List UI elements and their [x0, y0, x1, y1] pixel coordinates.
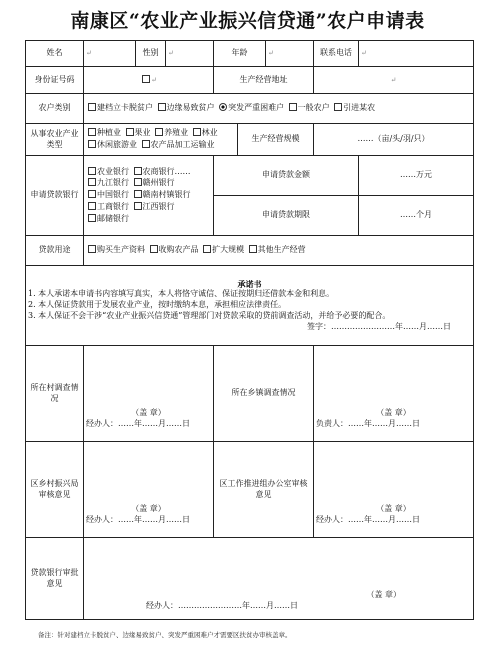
purpose-option[interactable]: 扩大规模: [201, 245, 244, 254]
checkbox-icon: [88, 140, 96, 148]
farmer-type-options: [84, 94, 474, 124]
address-field[interactable]: ↵: [314, 67, 474, 94]
farmer-type-option[interactable]: 建档立卡脱贫户: [86, 103, 153, 112]
town-survey-field[interactable]: [314, 346, 474, 442]
farmer-type-option[interactable]: 一般农户: [287, 103, 330, 112]
purpose-option[interactable]: 收购农产品: [148, 245, 199, 254]
checkbox-icon: [88, 190, 96, 198]
industry-option[interactable]: 农产品加工运输业: [140, 140, 215, 149]
checkbox-icon: [88, 245, 96, 253]
industry-option[interactable]: 养殖业: [153, 128, 188, 137]
checkbox-icon: [134, 190, 142, 198]
commitment-item: 1. 本人承诺本申请书内容填写真实，本人将恪守诚信、保证按期归还借款本金和利息。: [28, 289, 335, 299]
id-field[interactable]: ↵: [84, 67, 214, 94]
industry-type-label: 从事农业产业类型: [26, 124, 84, 156]
industry-type-options: [84, 124, 238, 156]
village-survey-label: 所在村调查情况: [26, 346, 84, 442]
name-label: 姓名: [26, 41, 84, 67]
bank-option[interactable]: 赣南村镇银行: [132, 190, 191, 199]
checkbox-icon: [134, 167, 142, 175]
farmer-type-label: 农户类别: [26, 94, 84, 124]
checkbox-icon: [88, 202, 96, 210]
handler-line: 经办人：……………………年……月……日: [146, 600, 298, 610]
bank-approval-label: 贷款银行审批意见: [26, 538, 84, 620]
checkbox-icon: [193, 128, 201, 136]
bank-option[interactable]: 九江银行: [86, 178, 129, 187]
commitment-section: [26, 266, 474, 346]
handler-line: 经办人：……年……月……日: [316, 514, 420, 524]
bank-option[interactable]: 中国银行: [86, 190, 129, 199]
survey-row: [26, 346, 474, 442]
id-address-row: [26, 67, 474, 94]
handler-line: 负责人：……年……月……日: [316, 418, 420, 428]
checkbox-icon: [334, 103, 342, 111]
loan-purpose-options: [84, 236, 474, 266]
gender-field[interactable]: ↵: [166, 41, 214, 67]
seal-label: （盖 章）: [131, 407, 166, 417]
review-row: [26, 442, 474, 538]
bank-option[interactable]: 邮储银行: [86, 214, 129, 223]
checkbox-icon: [203, 245, 211, 253]
handler-line: 经办人：……年……月……日: [86, 514, 190, 524]
checkbox-icon: [88, 128, 96, 136]
scale-field[interactable]: ……（亩/头/羽/只）: [314, 124, 474, 156]
town-survey-label: 所在乡镇调查情况: [214, 346, 314, 442]
district-review-label: 区乡村振兴局审核意见: [26, 442, 84, 538]
seal-label: （盖 章）: [376, 407, 411, 417]
age-field[interactable]: ↵: [266, 41, 314, 67]
seal-label: （盖 章）: [131, 503, 166, 513]
bank-option[interactable]: 赣州银行: [132, 178, 175, 187]
loan-purpose-label: 贷款用途: [26, 236, 84, 266]
term-label: 申请贷款期限: [214, 196, 359, 236]
purpose-option[interactable]: 购买生产资料: [86, 245, 145, 254]
checkbox-icon: [150, 245, 158, 253]
checkbox-icon: [134, 202, 142, 210]
bank-options: [84, 156, 214, 236]
office-review-field[interactable]: [314, 442, 474, 538]
village-survey-field[interactable]: [84, 346, 214, 442]
district-review-field[interactable]: [84, 442, 214, 538]
bank-option[interactable]: 农业银行: [86, 167, 129, 176]
checkbox-icon: [158, 103, 166, 111]
commitment-item: 2. 本人保证贷款用于发展农业产业，按时缴纳本息，承担相应法律责任。: [28, 300, 287, 310]
checkbox-icon: [289, 103, 297, 111]
commitment-signature[interactable]: 签字：……………………年……月……日: [307, 321, 451, 331]
age-label: 年龄: [214, 41, 266, 67]
commitment-item: 3. 本人保证不会干涉“农业产业振兴信贷通”管理部门对贷款采取的贷前调查活动，并给予必要的配合。: [28, 310, 391, 320]
checkbox-icon: [249, 245, 257, 253]
loan-purpose-row: [26, 236, 474, 266]
checkbox-icon: [88, 214, 96, 222]
phone-field[interactable]: ↵: [359, 41, 474, 67]
bank-option[interactable]: 工商银行: [86, 202, 129, 211]
handler-line: 经办人：……年……月……日: [86, 418, 190, 428]
office-review-label: 区工作推进组办公室审核意见: [214, 442, 314, 538]
amount-field[interactable]: ……万元: [359, 156, 474, 196]
input-box-icon: [142, 75, 150, 83]
commitment-title: 承诺书: [237, 278, 262, 289]
checkbox-icon: [155, 128, 163, 136]
bank-option[interactable]: 江西银行: [132, 202, 175, 211]
farmer-type-option[interactable]: 引进某农: [332, 103, 375, 112]
application-form-table: [25, 40, 474, 620]
seal-label: （盖 章）: [366, 589, 401, 599]
bank-approval-row: [26, 538, 474, 620]
amount-label: 申请贷款金额: [214, 156, 359, 196]
farmer-type-row: [26, 94, 474, 124]
checkbox-icon: [88, 103, 96, 111]
checkbox-icon: [142, 140, 150, 148]
farmer-type-option[interactable]: 边缘易致贫户: [156, 103, 215, 112]
industry-option[interactable]: 种植业: [86, 128, 121, 137]
name-field[interactable]: ↵: [84, 41, 136, 67]
scale-label: 生产经营规模: [238, 124, 314, 156]
commitment-row: [26, 266, 474, 346]
checkbox-icon: [126, 128, 134, 136]
industry-option[interactable]: 休闲旅游业: [86, 140, 137, 149]
page-title: 南康区“农业产业振兴信贷通”农户申请表: [70, 10, 425, 32]
checkbox-icon: [134, 178, 142, 186]
id-label: 身份证号码: [26, 67, 84, 94]
farmer-type-option[interactable]: 突发严重困难户: [217, 103, 284, 112]
industry-option[interactable]: 果业: [124, 128, 151, 137]
personal-info-row: [26, 41, 474, 67]
address-label: 生产经营地址: [214, 67, 314, 94]
footnote: 备注：针对建档立卡脱贫户、边缘易致贫户、突发严重困难户才需要区扶贫办审核盖章。: [38, 631, 292, 639]
term-field[interactable]: ……个月: [359, 196, 474, 236]
seal-label: （盖 章）: [376, 503, 411, 513]
radio-selected-icon: [219, 103, 227, 111]
industry-type-row: [26, 124, 474, 156]
purpose-option[interactable]: 其他生产经营: [247, 245, 306, 254]
bank-option[interactable]: 农商银行……: [132, 167, 191, 176]
phone-label: 联系电话: [314, 41, 359, 67]
bank-amount-row: [26, 156, 474, 196]
checkbox-icon: [88, 167, 96, 175]
gender-label: 性别: [136, 41, 166, 67]
bank-label: 申请贷款银行: [26, 156, 84, 236]
industry-option[interactable]: 林业: [191, 128, 218, 137]
bank-approval-field[interactable]: [84, 538, 474, 620]
checkbox-icon: [88, 178, 96, 186]
